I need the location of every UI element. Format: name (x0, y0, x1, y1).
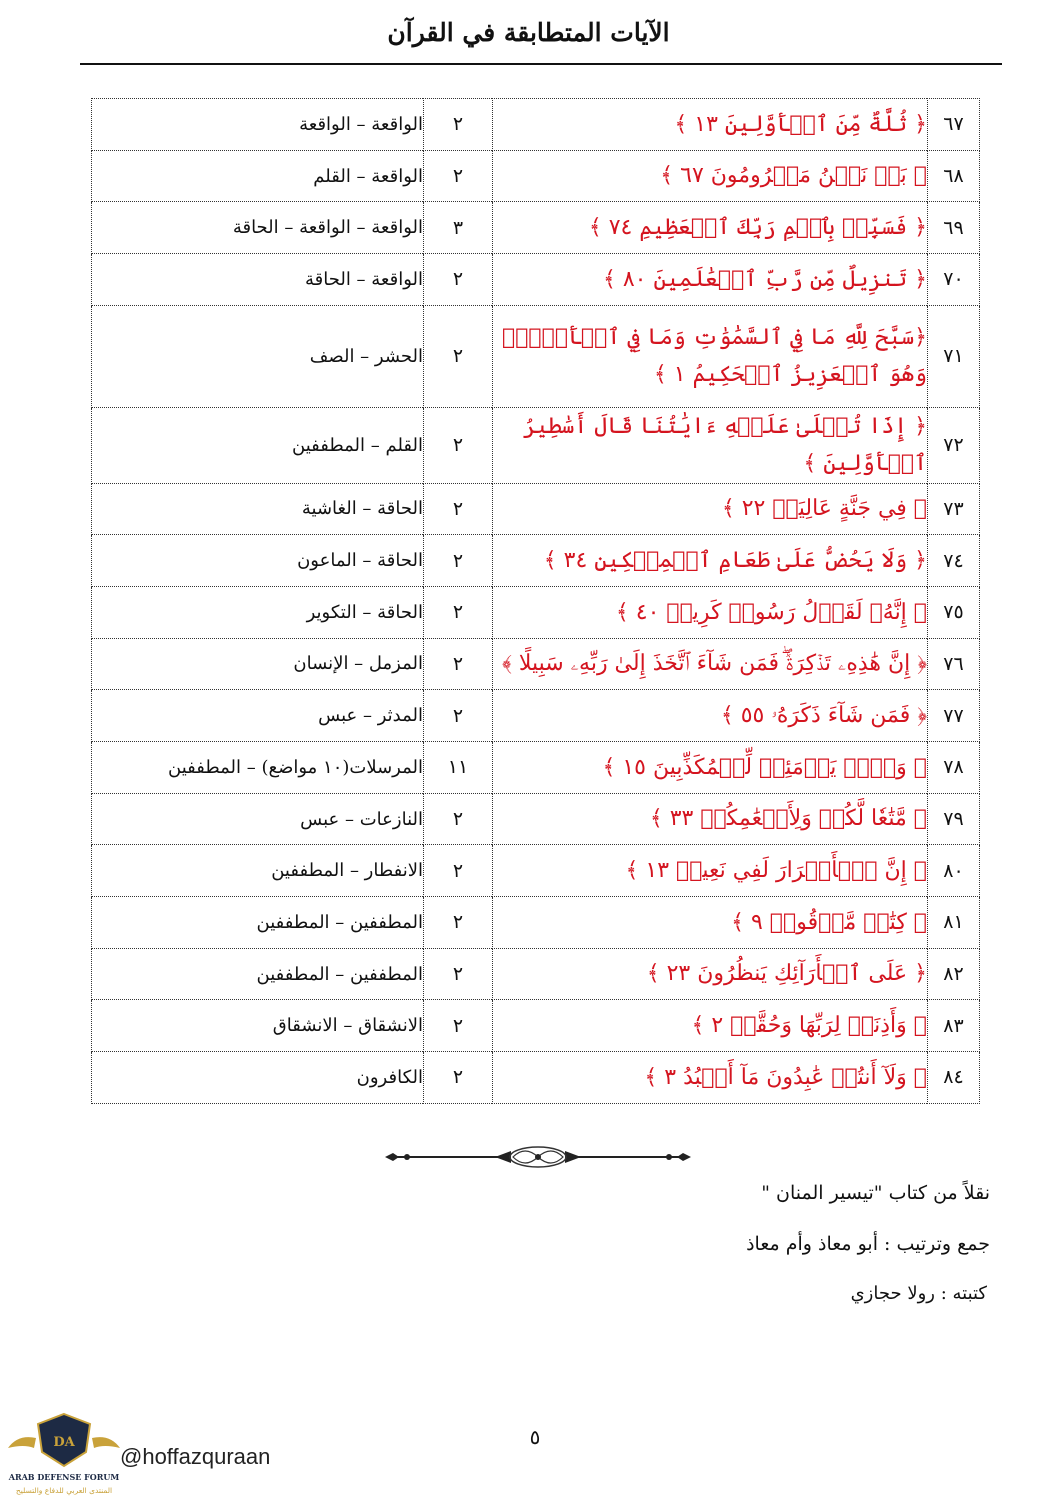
surah-names: الواقعة – الحاقة (92, 254, 424, 306)
surah-names: المطففين – المطففين (92, 897, 424, 949)
verse-number: ٧٨ (928, 741, 980, 793)
surah-names: الكافرون (92, 1052, 424, 1104)
surah-names: القلم – المطففين (92, 407, 424, 483)
ornament-divider (385, 1143, 691, 1171)
verse-text: ﴿ وَلَا يَحُضُّ عَلَىٰ طَعَامِ ٱلۡمِسۡكِينِ ٣٤ ﴾ (493, 535, 928, 587)
verse-number: ٦٨ (928, 150, 980, 202)
verse-text: ﴿ إِنَّ هَٰذِهِۦ تَذۡكِرَةٞۖ فَمَن شَآءَ ٱتَّخَذَ إِلَىٰ رَبِّهِۦ سَبِيلًا ﴾ (493, 638, 928, 690)
logo-text-en: ARAB DEFENSE FORUM (8, 1472, 120, 1482)
verse-number: ٧٢ (928, 407, 980, 483)
verse-text: ﴿ كِتَٰبٞ مَّرۡقُومٞ ٩ ﴾ (493, 897, 928, 949)
verse-number: ٦٩ (928, 202, 980, 254)
occurrence-count: ٢ (424, 948, 493, 1000)
occurrence-count: ٣ (424, 202, 493, 254)
occurrence-count: ٢ (424, 254, 493, 306)
surah-names: الحاقة – الماعون (92, 535, 424, 587)
verse-text: ﴿ ثُلَّةٌ مِّنَ ٱلۡأَوَّلِينَ ١٣ ﴾ (493, 99, 928, 151)
occurrence-count: ٢ (424, 407, 493, 483)
surah-names: الواقعة – الواقعة (92, 99, 424, 151)
social-handle: @hoffazquraan (120, 1444, 271, 1469)
verse-number: ٧٦ (928, 638, 980, 690)
verse-text: ﴿ وَلَآ أَنتُمۡ عَٰبِدُونَ مَآ أَعۡبُدُ ٣ ﴾ (493, 1052, 928, 1104)
writer-credit: كتبته : رولا حجازي (850, 1283, 987, 1304)
verse-text: ﴿ تَنزِيلٌ مِّن رَّبِّ ٱلۡعَٰلَمِينَ ٨٠ ﴾ (493, 254, 928, 306)
verse-row (92, 845, 980, 897)
verse-text: ﴿ وَأَذِنَتۡ لِرَبِّهَا وَحُقَّتۡ ٢ ﴾ (493, 1000, 928, 1052)
occurrence-count: ٢ (424, 1000, 493, 1052)
verse-number: ٨١ (928, 897, 980, 949)
surah-names: الانشقاق – الانشقاق (92, 1000, 424, 1052)
logo-mark: DA (53, 1435, 75, 1450)
surah-names: المزمل – الإنسان (92, 638, 424, 690)
verse-row (92, 741, 980, 793)
surah-names: الحشر – الصف (92, 305, 424, 407)
title-divider (80, 63, 1002, 65)
verse-row (92, 150, 980, 202)
verse-number: ٦٧ (928, 99, 980, 151)
verse-row (92, 586, 980, 638)
logo-text-ar: المنتدى العربي للدفاع والتسليح (15, 1486, 113, 1495)
verse-row (92, 407, 980, 483)
verse-text: ﴿ عَلَى ٱلۡأَرَآئِكِ يَنظُرُونَ ٢٣ ﴾ (493, 948, 928, 1000)
surah-names: الواقعة – القلم (92, 150, 424, 202)
verse-text: ﴿ فَمَن شَآءَ ذَكَرَهُۥ ٥٥ ﴾ (493, 690, 928, 742)
verse-row (92, 948, 980, 1000)
verse-number: ٧٤ (928, 535, 980, 587)
verse-row (92, 535, 980, 587)
verse-number: ٨٤ (928, 1052, 980, 1104)
surah-names: الواقعة – الواقعة – الحاقة (92, 202, 424, 254)
verses-table (91, 98, 980, 1104)
occurrence-count: ٢ (424, 638, 493, 690)
occurrence-count: ٢ (424, 586, 493, 638)
occurrence-count: ٢ (424, 305, 493, 407)
verse-row (92, 254, 980, 306)
occurrence-count: ٢ (424, 535, 493, 587)
verse-number: ٨٢ (928, 948, 980, 1000)
verse-text: ﴿ وَيۡلٞ يَوۡمَئِذٖ لِّلۡمُكَذِّبِينَ ١٥ ﴾ (493, 741, 928, 793)
verse-text: ﴿سَبَّحَ لِلَّهِ مَا فِي ٱلسَّمَٰوَٰتِ وَمَا فِي ٱلۡأَرۡضِۖ وَهُوَ ٱلۡعَزِيزُ ٱلۡحَكِيمُ ١ ﴾ (493, 305, 928, 407)
occurrence-count: ٢ (424, 897, 493, 949)
verse-text: ﴿ إِنَّهُۥ لَقَوۡلُ رَسُولٖ كَرِيمٖ ٤٠ ﴾ (493, 586, 928, 638)
surah-names: الحاقة – التكوير (92, 586, 424, 638)
verse-row (92, 483, 980, 535)
verse-number: ٧٣ (928, 483, 980, 535)
occurrence-count: ١١ (424, 741, 493, 793)
compiler-credit: جمع وترتيب : أبو معاذ وأم معاذ (746, 1233, 990, 1255)
forum-logo (4, 1408, 124, 1498)
surah-names: المدثر – عبس (92, 690, 424, 742)
verse-text: ﴿ مَّتَٰعٗا لَّكُمۡ وَلِأَنۡعَٰمِكُمۡ ٣٣ ﴾ (493, 793, 928, 845)
verse-number: ٨٣ (928, 1000, 980, 1052)
occurrence-count: ٢ (424, 150, 493, 202)
occurrence-count: ٢ (424, 483, 493, 535)
occurrence-count: ٢ (424, 793, 493, 845)
source-credit: نقلاً من كتاب "تيسير المنان " (761, 1182, 990, 1204)
verse-text: ﴿ فَسَبِّحۡ بِٱسۡمِ رَبِّكَ ٱلۡعَظِيمِ ٧٤ ﴾ (493, 202, 928, 254)
occurrence-count: ٢ (424, 1052, 493, 1104)
verse-text: ﴿ بَلۡ نَحۡنُ مَحۡرُومُونَ ٦٧ ﴾ (493, 150, 928, 202)
verse-number: ٧٧ (928, 690, 980, 742)
surah-names: المرسلات(١٠ مواضع) – المطففين (92, 741, 424, 793)
verse-row (92, 99, 980, 151)
verse-number: ٨٠ (928, 845, 980, 897)
verse-number: ٧١ (928, 305, 980, 407)
verse-number: ٧٩ (928, 793, 980, 845)
occurrence-count: ٢ (424, 99, 493, 151)
verse-row (92, 793, 980, 845)
verse-row (92, 305, 980, 407)
verse-number: ٧٥ (928, 586, 980, 638)
occurrence-count: ٢ (424, 690, 493, 742)
surah-names: النازعات – عبس (92, 793, 424, 845)
verse-row (92, 202, 980, 254)
surah-names: المطففين – المطففين (92, 948, 424, 1000)
verse-row (92, 638, 980, 690)
page-title: الآيات المتطابقة في القرآن (387, 18, 670, 47)
verse-text: ﴿ إِذَا تُتۡلَىٰ عَلَيۡهِ ءَايَٰتُنَا قَالَ أَسَٰطِيرُ ٱلۡأَوَّلِينَ ﴾ (493, 407, 928, 483)
surah-names: الحاقة – الغاشية (92, 483, 424, 535)
occurrence-count: ٢ (424, 845, 493, 897)
verse-row (92, 690, 980, 742)
verse-number: ٧٠ (928, 254, 980, 306)
verse-text: ﴿ إِنَّ ٱلۡأَبۡرَارَ لَفِي نَعِيمٖ ١٣ ﴾ (493, 845, 928, 897)
verse-row (92, 1052, 980, 1104)
verse-text: ﴿ فِي جَنَّةٍ عَالِيَةٖ ٢٢ ﴾ (493, 483, 928, 535)
surah-names: الانفطار – المطففين (92, 845, 424, 897)
verse-row (92, 897, 980, 949)
page-number: ٥ (529, 1425, 541, 1449)
verse-row (92, 1000, 980, 1052)
